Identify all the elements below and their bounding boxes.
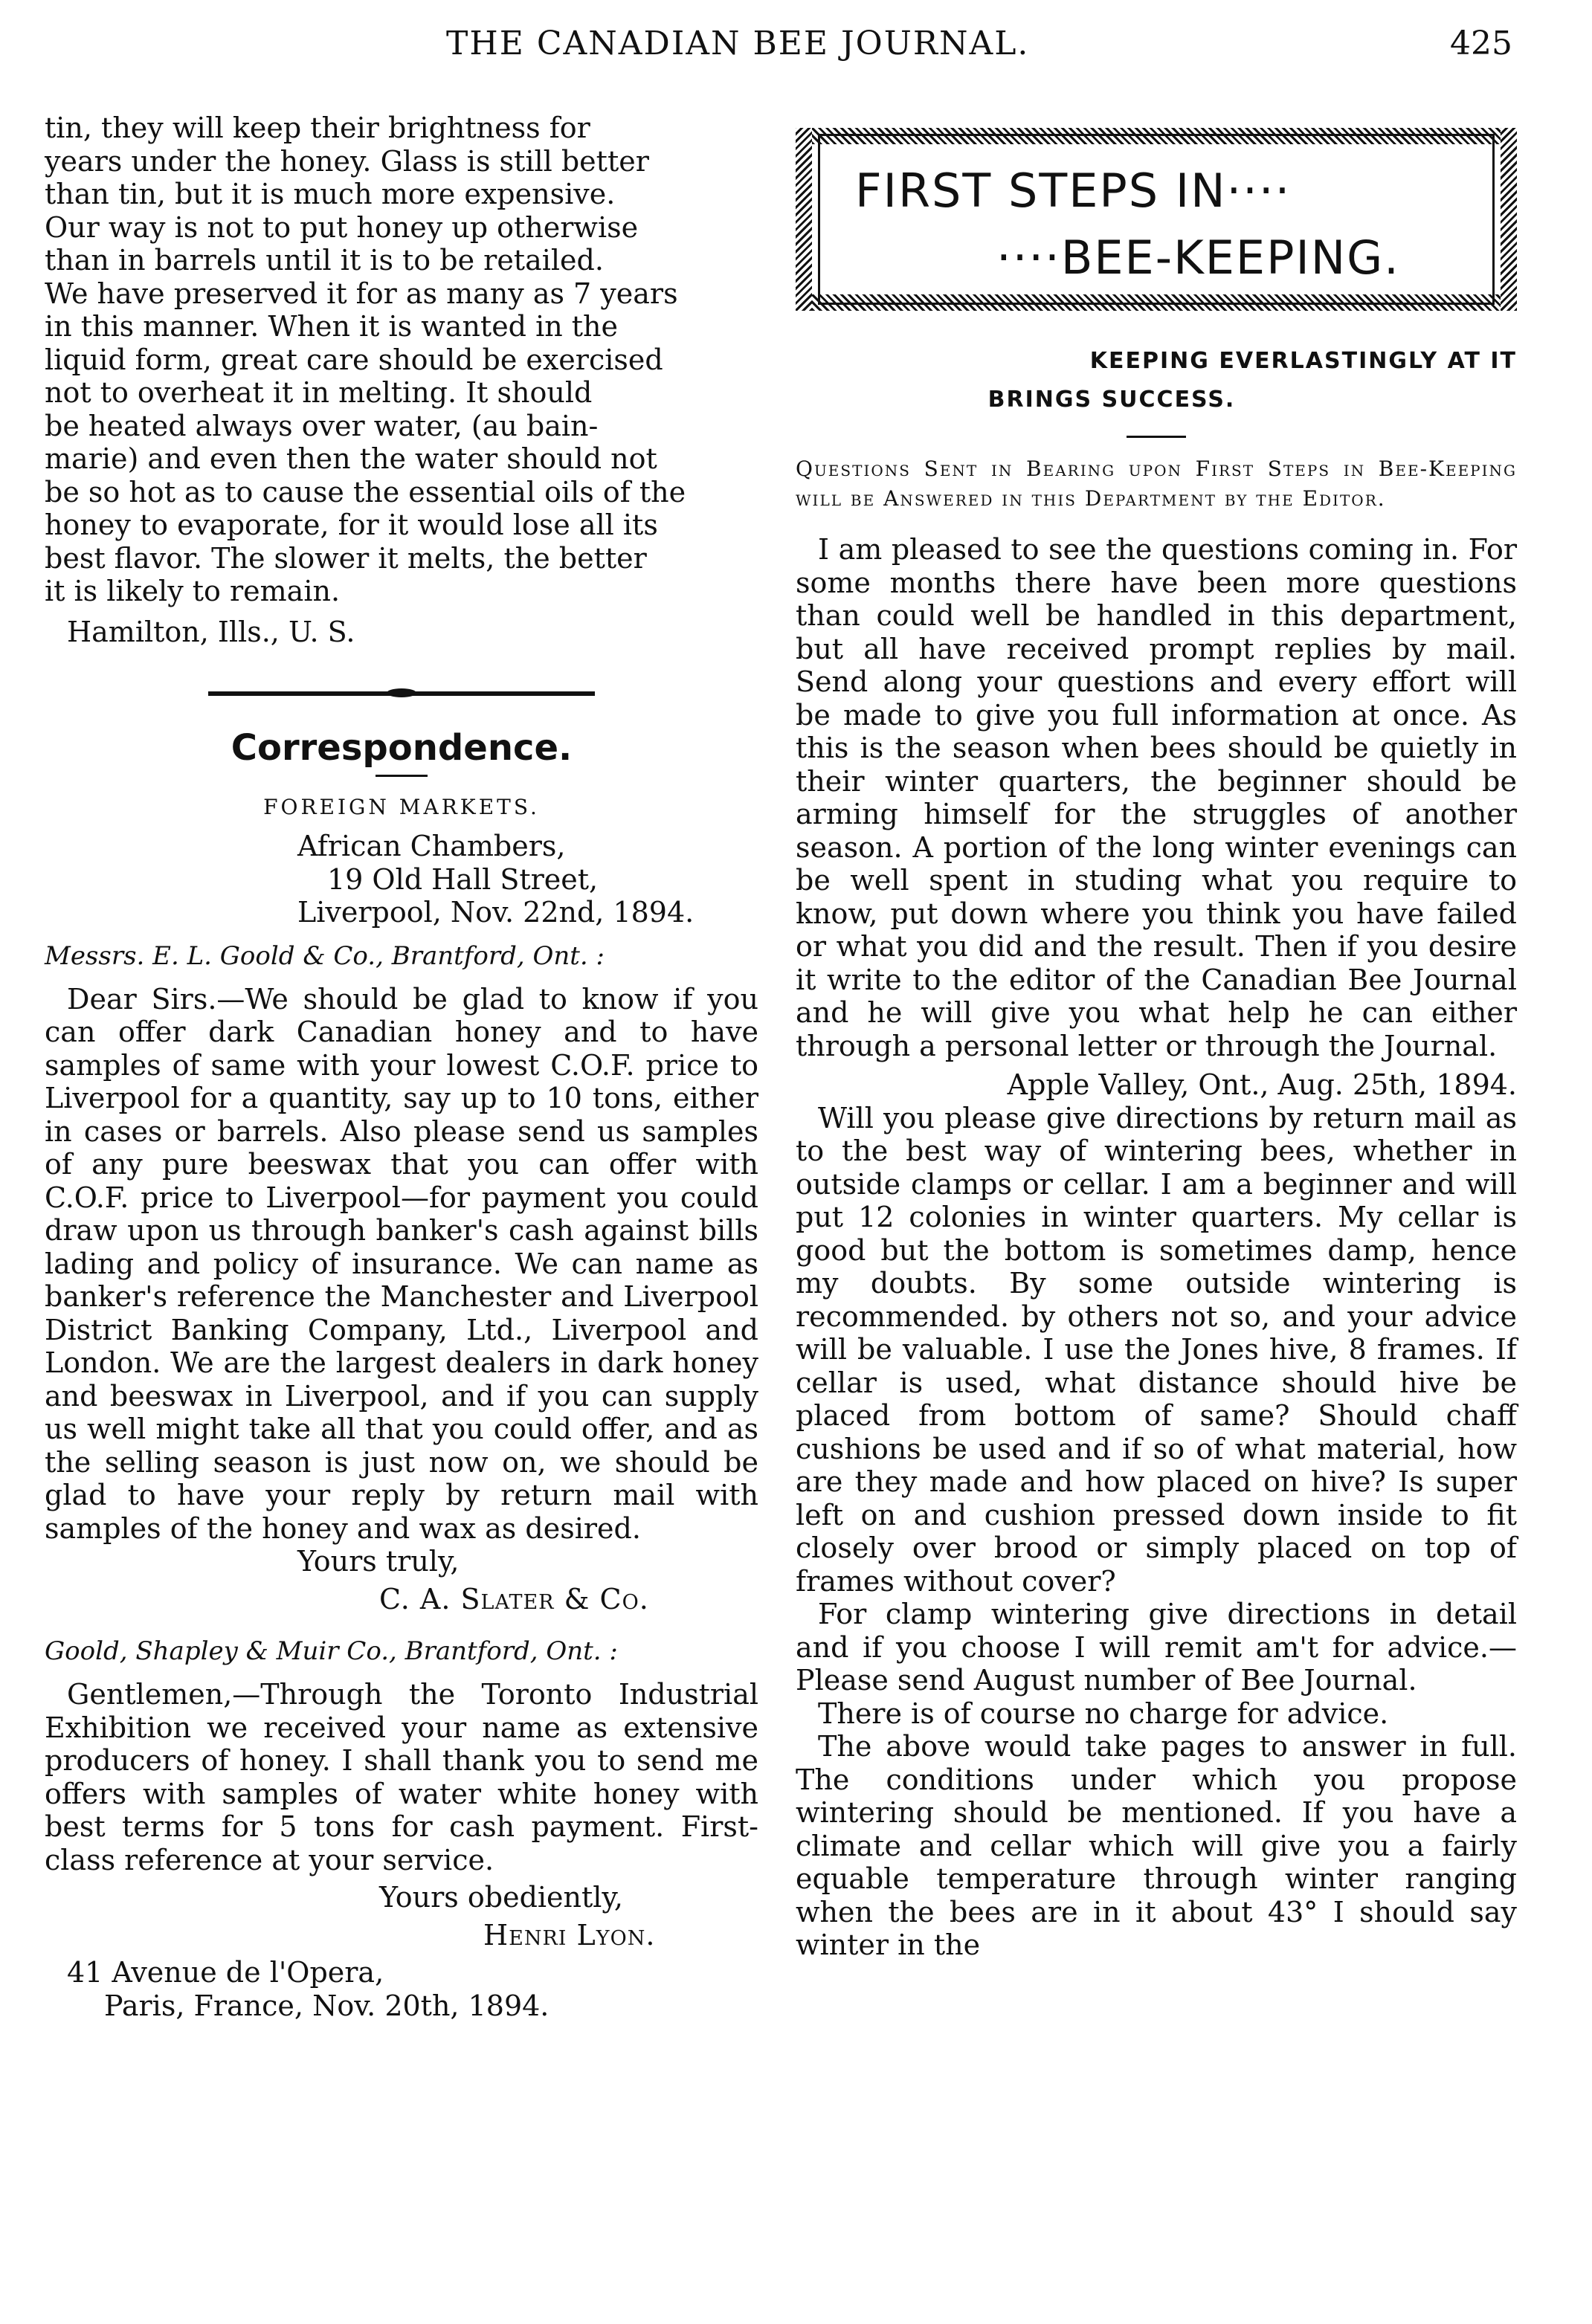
address-line: Liverpool, Nov. 22nd, 1894.	[297, 896, 695, 929]
text-line: in this manner. When it is wanted in the	[45, 310, 619, 343]
banner-border-right	[1501, 128, 1517, 311]
text-line: not to overheat it in melting. It should	[45, 376, 593, 409]
tagline-rule	[1127, 436, 1186, 438]
banner-border-left	[796, 128, 812, 311]
letter2-address-line: Paris, France, Nov. 20th, 1894.	[104, 1989, 550, 2022]
address-line: African Chambers,	[297, 830, 566, 862]
answer-note: There is of course no charge for advice.	[818, 1697, 1389, 1730]
text-line: than in barrels until it is to be retailed.	[45, 244, 604, 277]
banner-line2: ····BEE-KEEPING.	[996, 230, 1400, 285]
text-line: than tin, but it is much more expensive.	[45, 178, 616, 210]
text-line: marie) and even then the water should not	[45, 442, 657, 475]
page-number: 425	[1450, 25, 1512, 62]
ornament-divider	[208, 691, 595, 696]
text-line: We have preserved it for as many as 7 years	[45, 277, 678, 310]
intro-text	[45, 112, 758, 608]
address-line: 19 Old Hall Street,	[327, 862, 599, 896]
tagline-line1: KEEPING EVERLASTINGLY AT IT	[1089, 348, 1517, 374]
letter1-closing: Yours truly,	[297, 1545, 460, 1578]
title-underline	[376, 775, 428, 777]
question-paragraph: Will you please give directions by return mail as to the best way of wintering bees, whether in outside clamps or cellar. I am a beginner and will put 12 colonies in winter quarters. My cellar is good but the bottom is sometimes damp, hence my doubts. By some outside wintering is recommended. by others not so, and your advice will be valuable. I use the Jones hive, 8 frames. If cellar is used, what distance should hive be placed from bottom of same? Should chaff cushions be used and if so of what material, how are they made and how placed on hive? Is super left on and cushion pressed down inside to fit closely over brood or simply placed on top of frames without cover?	[796, 1101, 1517, 1598]
first-steps-banner	[796, 112, 1517, 327]
tagline-line2: BRINGS SUCCESS.	[987, 387, 1236, 413]
text-line: best flavor. The slower it melts, the better	[45, 541, 647, 575]
signoff-place: Hamilton, Ills., U. S.	[67, 615, 355, 648]
editor-paragraph: I am pleased to see the questions coming in. For some months there have been more questions than could well be handled in this department, but all have received prompt replies by mail. Send along your questions and every effort will be made to give you full information at once. As this is the season when bees should be quietly in their winter quarters, the beginner should be arming himself for the struggles of another season. A portion of the long winter evenings can be well spent in studing what you require to know, put down where you think you have failed or what you did and the result. Then if you desire it write to the editor of the Canadian Bee Journal and he will give you what help he can either through a personal letter or through the Journal.	[796, 533, 1517, 1062]
letter2-address-line: 41 Avenue de l'Opera,	[67, 1956, 384, 1989]
page-header	[0, 18, 1592, 70]
letter1-body: Dear Sirs.—We should be glad to know if you can offer dark Canadian honey and to have samples of same with your lowest C.O.F. price to Liverpool for a quantity, say up to 10 tons, either in cases or barrels. Also please send us samples of any pure beeswax that you can offer with C.O.F. price to Liverpool—for payment you could draw upon us through banker's cash against bills lading and policy of insurance. We can name as banker's reference the Manchester and Liverpool District Banking Company, Ltd., Liverpool and London. We are the largest dealers in dark honey and beeswax in Liverpool, and if you can supply us well might take all that you could offer, and as the selling season is just now on, we should be glad to have your reply by return mail with samples of the honey and wax as desired.	[45, 982, 758, 1545]
letter2-body: Gentlemen,—Through the Toronto Industrial Exhibition we received your name as extensive producers of honey. I shall thank you to send me offers with samples of water white honey with best terms for 5 tons for cash payment. First-class reference at your service.	[45, 1678, 758, 1876]
letter2-closing: Yours obediently,	[379, 1881, 623, 1914]
letter2-signature: Henri Lyon.	[483, 1918, 656, 1952]
department-notice: Questions Sent in Bearing upon First Steps in Bee-Keeping will be Answered in this Department by the Editor.	[796, 456, 1517, 511]
letter1-address	[45, 830, 758, 929]
text-line: Our way is not to put honey up otherwise	[45, 210, 639, 244]
banner-line1: FIRST STEPS IN····	[855, 164, 1292, 218]
journal-title: THE CANADIAN BEE JOURNAL.	[446, 25, 1030, 62]
right-column	[796, 112, 1517, 1962]
text-line: years under the honey. Glass is still better	[45, 144, 649, 178]
answer-paragraph: The above would take pages to answer in full. The conditions under which you propose wintering should be mentioned. If you have a climate and cellar which will give you a fairly equable temperature through winter ranging when the bees are in it about 43° I should say winter in the	[796, 1730, 1517, 1961]
text-line: it is likely to remain.	[45, 575, 341, 607]
text-line: tin, they will keep their brightness for	[45, 112, 590, 144]
subhead: FOREIGN MARKETS.	[263, 795, 540, 819]
letter2-recipient: Goold, Shapley & Muir Co., Brantford, Ont. :	[45, 1636, 618, 1666]
letter1-signature: C. A. Slater & Co.	[379, 1582, 649, 1615]
text-line: be so hot as to cause the essential oils of the	[45, 475, 686, 509]
question-paragraph-2: For clamp wintering give directions in detail and if you choose I will remit am't for advice.—Please send August number of Bee Journal.	[796, 1598, 1517, 1697]
section-title: Correspondence.	[231, 727, 573, 769]
text-line: liquid form, great care should be exercised	[45, 343, 663, 376]
left-column	[45, 112, 758, 2022]
letter1-recipient: Messrs. E. L. Goold & Co., Brantford, Ont. :	[45, 940, 605, 971]
text-line: honey to evaporate, for it would lose all its	[45, 509, 658, 541]
text-line: be heated always over water, (au bain-	[45, 409, 599, 442]
letter-dateline: Apple Valley, Ont., Aug. 25th, 1894.	[1007, 1068, 1517, 1101]
